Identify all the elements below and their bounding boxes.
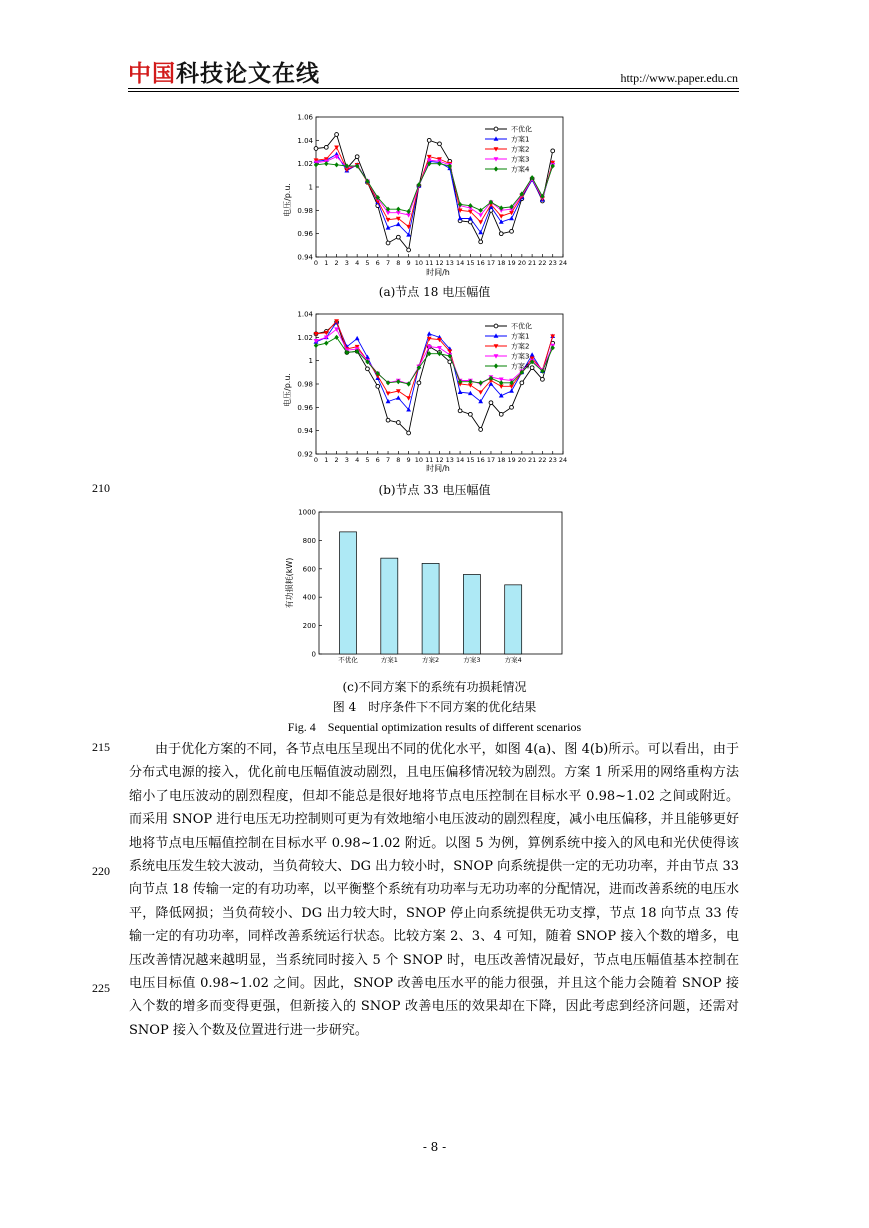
chart-c (280, 505, 580, 670)
chart-a-xtick-label: 8 (396, 259, 401, 267)
body-text (129, 738, 739, 1042)
chart-c-ytick-label: 1000 (298, 508, 316, 517)
caption-b: (b)节点 33 电压幅值 (378, 483, 491, 497)
chart-a-ytick-label: 1.06 (297, 113, 313, 122)
chart-b-point (396, 421, 400, 425)
chart-b-point (376, 384, 380, 388)
chart-c-xtick-label: 方案2 (422, 656, 440, 664)
chart-b-point (509, 388, 514, 392)
chart-b-point (458, 409, 462, 413)
caption-c: (c)不同方案下的系统有功损耗情况 (342, 680, 527, 694)
figure-caption-en: Fig. 4 Sequential optimization results of different scenarios (287, 720, 582, 734)
chart-b-point (406, 396, 411, 400)
chart-b-xtick-label: 2 (334, 456, 339, 464)
chart-a-point (551, 149, 555, 153)
chart-a-point (386, 218, 391, 222)
chart-a-xtick-label: 3 (344, 259, 349, 267)
chart-a-xtick-label: 1 (324, 259, 329, 267)
chart-b-xtick-label: 3 (344, 456, 349, 464)
chart-a-ytick-label: 0.96 (297, 230, 313, 239)
chart-a-xtick-label: 13 (445, 259, 454, 267)
chart-b-ytick-label: 0.92 (297, 450, 313, 459)
chart-c-xtick-label: 方案1 (380, 656, 398, 664)
chart-a-xtick-label: 19 (507, 259, 516, 267)
chart-b-point (427, 331, 432, 335)
chart-b-xtick-label: 24 (558, 456, 568, 464)
chart-b-xtick-label: 0 (313, 456, 319, 464)
chart-b-xtick-label: 12 (435, 456, 444, 464)
chart-b-xtick-label: 17 (486, 456, 496, 464)
chart-b-xtick-label: 20 (517, 456, 526, 464)
chart-a-ytick-label: 0.98 (297, 206, 313, 215)
chart-a-xtick-label: 17 (486, 259, 496, 267)
chart-b-legend-label: 方案4 (511, 362, 530, 371)
chart-b-xtick-label: 4 (355, 456, 360, 464)
chart-a-xtick-label: 16 (476, 259, 485, 267)
chart-a-ylabel-group (282, 183, 292, 217)
chart-b-legend-label: 不优化 (511, 322, 532, 331)
chart-b-point (386, 418, 390, 422)
chart-c-xtick-label: 方案4 (504, 656, 522, 664)
chart-a-point (499, 214, 504, 218)
chart-b-xtick-label: 11 (425, 456, 434, 464)
chart-a-point (509, 216, 514, 220)
chart-b-ytick-label: 1.02 (297, 333, 313, 342)
chart-b-xtick-label: 5 (365, 456, 370, 464)
chart-a-ytick-label: 1.04 (297, 136, 313, 145)
chart-b-legend-label: 方案2 (511, 342, 530, 351)
chart-a-ytick-label: 1.02 (297, 160, 313, 169)
chart-b-point (396, 395, 401, 399)
chart-b-legend-label: 方案1 (511, 332, 530, 341)
chart-b-point (530, 366, 534, 370)
chart-a-point (324, 145, 328, 149)
header-rule-thin (128, 91, 739, 92)
chart-a-xtick-label: 6 (375, 259, 380, 267)
chart-c-xtick-label: 不优化 (338, 656, 358, 664)
chart-b-xtick-label: 22 (538, 456, 547, 464)
chart-a-point (479, 240, 483, 244)
chart-b-ytick-label: 0.98 (297, 380, 313, 389)
chart-b (280, 307, 580, 477)
chart-b-point (479, 428, 483, 432)
chart-b-point (468, 412, 472, 416)
chart-a-xlabel: 时间/h (426, 268, 450, 277)
chart-a-xtick-label: 23 (548, 259, 557, 267)
logo-red-text: 中国 (128, 61, 176, 87)
chart-b-xtick-label: 15 (466, 456, 475, 464)
header-url: http://www.paper.edu.cn (620, 71, 738, 85)
chart-b-point (324, 341, 328, 346)
chart-a-xtick-label: 22 (538, 259, 547, 267)
chart-a-legend-label: 方案4 (511, 165, 530, 174)
chart-c-ytick-label: 200 (302, 622, 316, 631)
line-number-225: 225 (92, 981, 110, 995)
chart-b-xtick-label: 21 (527, 456, 537, 464)
chart-b-xtick-label: 1 (324, 456, 329, 464)
chart-a-xtick-label: 11 (425, 259, 434, 267)
journal-logo (128, 60, 320, 88)
chart-a-point (334, 162, 338, 167)
chart-b-xtick-label: 13 (445, 456, 454, 464)
body-paragraph: 由于优化方案的不同，各节点电压呈现出不同的优化水平，如图 4(a)、图 4(b)所示。可以看出，由于分布式电源的接入，优化前电压幅值波动剧烈，且电压偏移情况较为剧烈。方案 1 所采用的网络重构方法缩小了电压波动的剧烈程度，但却不能总是很好地将节点电压控制在目标水平 0.98~1.02 之间或附近。而采用 SNOP 进行电压无功控制则可更为有效地缩小电压波动的剧烈程度，减小电压偏移，并且能够更好地将节点电压幅值控制在目标水平 0.98~1.02 附近。以图 5 为例，算例系统中接入的风电和光伏使得该系统电压发生较大波动，当负荷较大、DG 出力较小时，SNOP 向系统提供一定的无功功率，并由节点 33 向节点 18 传输一定的有功功率，以平衡整个系统有功功率与无功功率的分配情况，进而改善系统的电压水平，降低网损；当负荷较小、DG 出力较大时，SNOP 停止向系统提供无功支撑，节点 18 向节点 33 传输一定的有功功率，同样改善系统运行状态。比较方案 2、3、4 可知，随着 SNOP 接入个数的增多，电压改善情况越来越明显，当系统同时接入 5 个 SNOP 时，电压改善情况最好，节点电压幅值基本控制在电压目标值 0.98~1.02 之间。因此，SNOP 改善电压水平的能力很强，并且这个能力会随着 SNOP 接入个数的增多而变得更强，但新接入的 SNOP 改善电压的效果却在下降，因此考虑到经济问题，还需对 SNOP 接入个数及位置进行进一步研究。 (129, 742, 739, 1038)
chart-a-xtick-label: 10 (414, 259, 424, 267)
page-number: - 8 - (422, 1140, 447, 1154)
chart-b-xtick-label: 19 (507, 456, 516, 464)
chart-b-point (510, 405, 514, 409)
chart-a-xtick-label: 2 (334, 259, 339, 267)
chart-a-point (427, 138, 431, 142)
chart-b-legend-marker (494, 363, 498, 368)
chart-a-point (478, 213, 483, 217)
chart-a-point (499, 232, 503, 236)
chart-b-ytick-label: 0.96 (297, 403, 313, 412)
chart-a-legend-marker (494, 166, 498, 171)
chart-a-legend-label: 方案2 (511, 145, 530, 154)
chart-b-legend-label: 方案3 (511, 352, 530, 361)
chart-b-xtick-label: 23 (548, 456, 557, 464)
chart-a-legend-label: 方案1 (511, 135, 530, 144)
chart-b-ylabel-group (282, 373, 292, 407)
chart-c-bar (381, 558, 398, 654)
chart-a-point (314, 147, 318, 151)
chart-a-xtick-label: 18 (497, 259, 506, 267)
chart-a-xtick-label: 14 (455, 259, 465, 267)
chart-b-legend-marker (494, 324, 498, 328)
chart-a-point (396, 235, 400, 239)
chart-c-ylabel: 有功损耗(kW) (285, 557, 294, 609)
chart-a-xtick-label: 4 (355, 259, 360, 267)
chart-b-xtick-label: 9 (406, 456, 411, 464)
chart-c-bar (463, 574, 480, 654)
chart-a-ylabel: 电压/p.u. (283, 183, 292, 217)
chart-b-point (550, 334, 555, 338)
chart-a-xtick-label: 9 (406, 259, 411, 267)
chart-b-point (520, 381, 524, 385)
chart-a-point (355, 155, 359, 159)
line-number-210: 210 (92, 481, 110, 495)
chart-a-point (510, 229, 514, 233)
line-number-215: 215 (92, 740, 110, 754)
header-rule (128, 88, 739, 89)
chart-b-point (478, 390, 483, 394)
chart-b-point (478, 399, 483, 403)
chart-a-xtick-label: 12 (435, 259, 444, 267)
chart-c-bar (505, 585, 522, 654)
chart-b-xtick-label: 6 (375, 456, 380, 464)
chart-a-point (407, 248, 411, 252)
chart-b-point (366, 367, 370, 371)
chart-c-ytick-label: 400 (302, 593, 316, 602)
chart-b-point (499, 412, 503, 416)
chart-c-bar (340, 532, 357, 654)
chart-a-legend-label: 方案3 (511, 155, 530, 164)
chart-b-point (478, 380, 482, 385)
caption-a: (a)节点 18 电压幅值 (378, 285, 491, 299)
chart-a-point (396, 222, 401, 226)
chart-c-ylabel-group (284, 558, 294, 609)
chart-c-bar (422, 563, 439, 654)
chart-c-ytick-label: 600 (302, 565, 316, 574)
chart-a-point (386, 241, 390, 245)
chart-b-xtick-label: 7 (385, 456, 391, 464)
chart-b-point (386, 392, 391, 396)
chart-b-xtick-label: 18 (497, 456, 506, 464)
chart-b-ytick-label: 1.04 (297, 310, 313, 319)
chart-b-point (417, 381, 421, 385)
chart-b-point (407, 431, 411, 435)
chart-a-xtick-label: 0 (313, 259, 319, 267)
chart-c-ytick-label: 800 (302, 536, 316, 545)
chart-b-ylabel: 电压/p.u. (283, 373, 292, 407)
chart-b-point (489, 401, 493, 405)
chart-a-xtick-label: 24 (558, 259, 568, 267)
chart-b-ytick-label: 0.94 (297, 427, 313, 436)
line-number-220: 220 (92, 864, 110, 878)
figure-caption-cn: 图 4 时序条件下不同方案的优化结果 (332, 700, 537, 714)
chart-a-xtick-label: 15 (466, 259, 475, 267)
chart-c-ytick-label: 0 (311, 650, 316, 659)
chart-b-xtick-label: 10 (414, 456, 424, 464)
chart-b-point (437, 346, 442, 350)
chart-a-xtick-label: 5 (365, 259, 370, 267)
logo-dark-text: 科技论文在线 (176, 61, 320, 87)
chart-a-xtick-label: 21 (527, 259, 537, 267)
chart-a-ytick-label: 0.94 (297, 253, 313, 262)
chart-b-point (541, 377, 545, 381)
chart-a (280, 110, 580, 280)
chart-b-point (334, 327, 339, 331)
chart-a-legend-marker (494, 127, 498, 131)
chart-b-point (530, 352, 535, 356)
chart-a-point (478, 208, 482, 213)
chart-b-xlabel: 时间/h (426, 464, 450, 473)
chart-a-ytick-label: 1 (308, 183, 313, 192)
chart-b-point (458, 390, 463, 394)
chart-a-point (478, 220, 483, 224)
chart-b-xtick-label: 14 (455, 456, 465, 464)
chart-b-xtick-label: 16 (476, 456, 485, 464)
chart-c-xtick-label: 方案3 (463, 656, 481, 664)
chart-a-point (438, 142, 442, 146)
chart-b-point (355, 336, 360, 340)
chart-a-xtick-label: 7 (385, 259, 391, 267)
chart-b-xtick-label: 8 (396, 456, 401, 464)
chart-a-point (335, 133, 339, 137)
chart-a-legend-label: 不优化 (511, 125, 532, 134)
chart-b-ytick-label: 1 (308, 357, 313, 366)
chart-a-xtick-label: 20 (517, 259, 526, 267)
